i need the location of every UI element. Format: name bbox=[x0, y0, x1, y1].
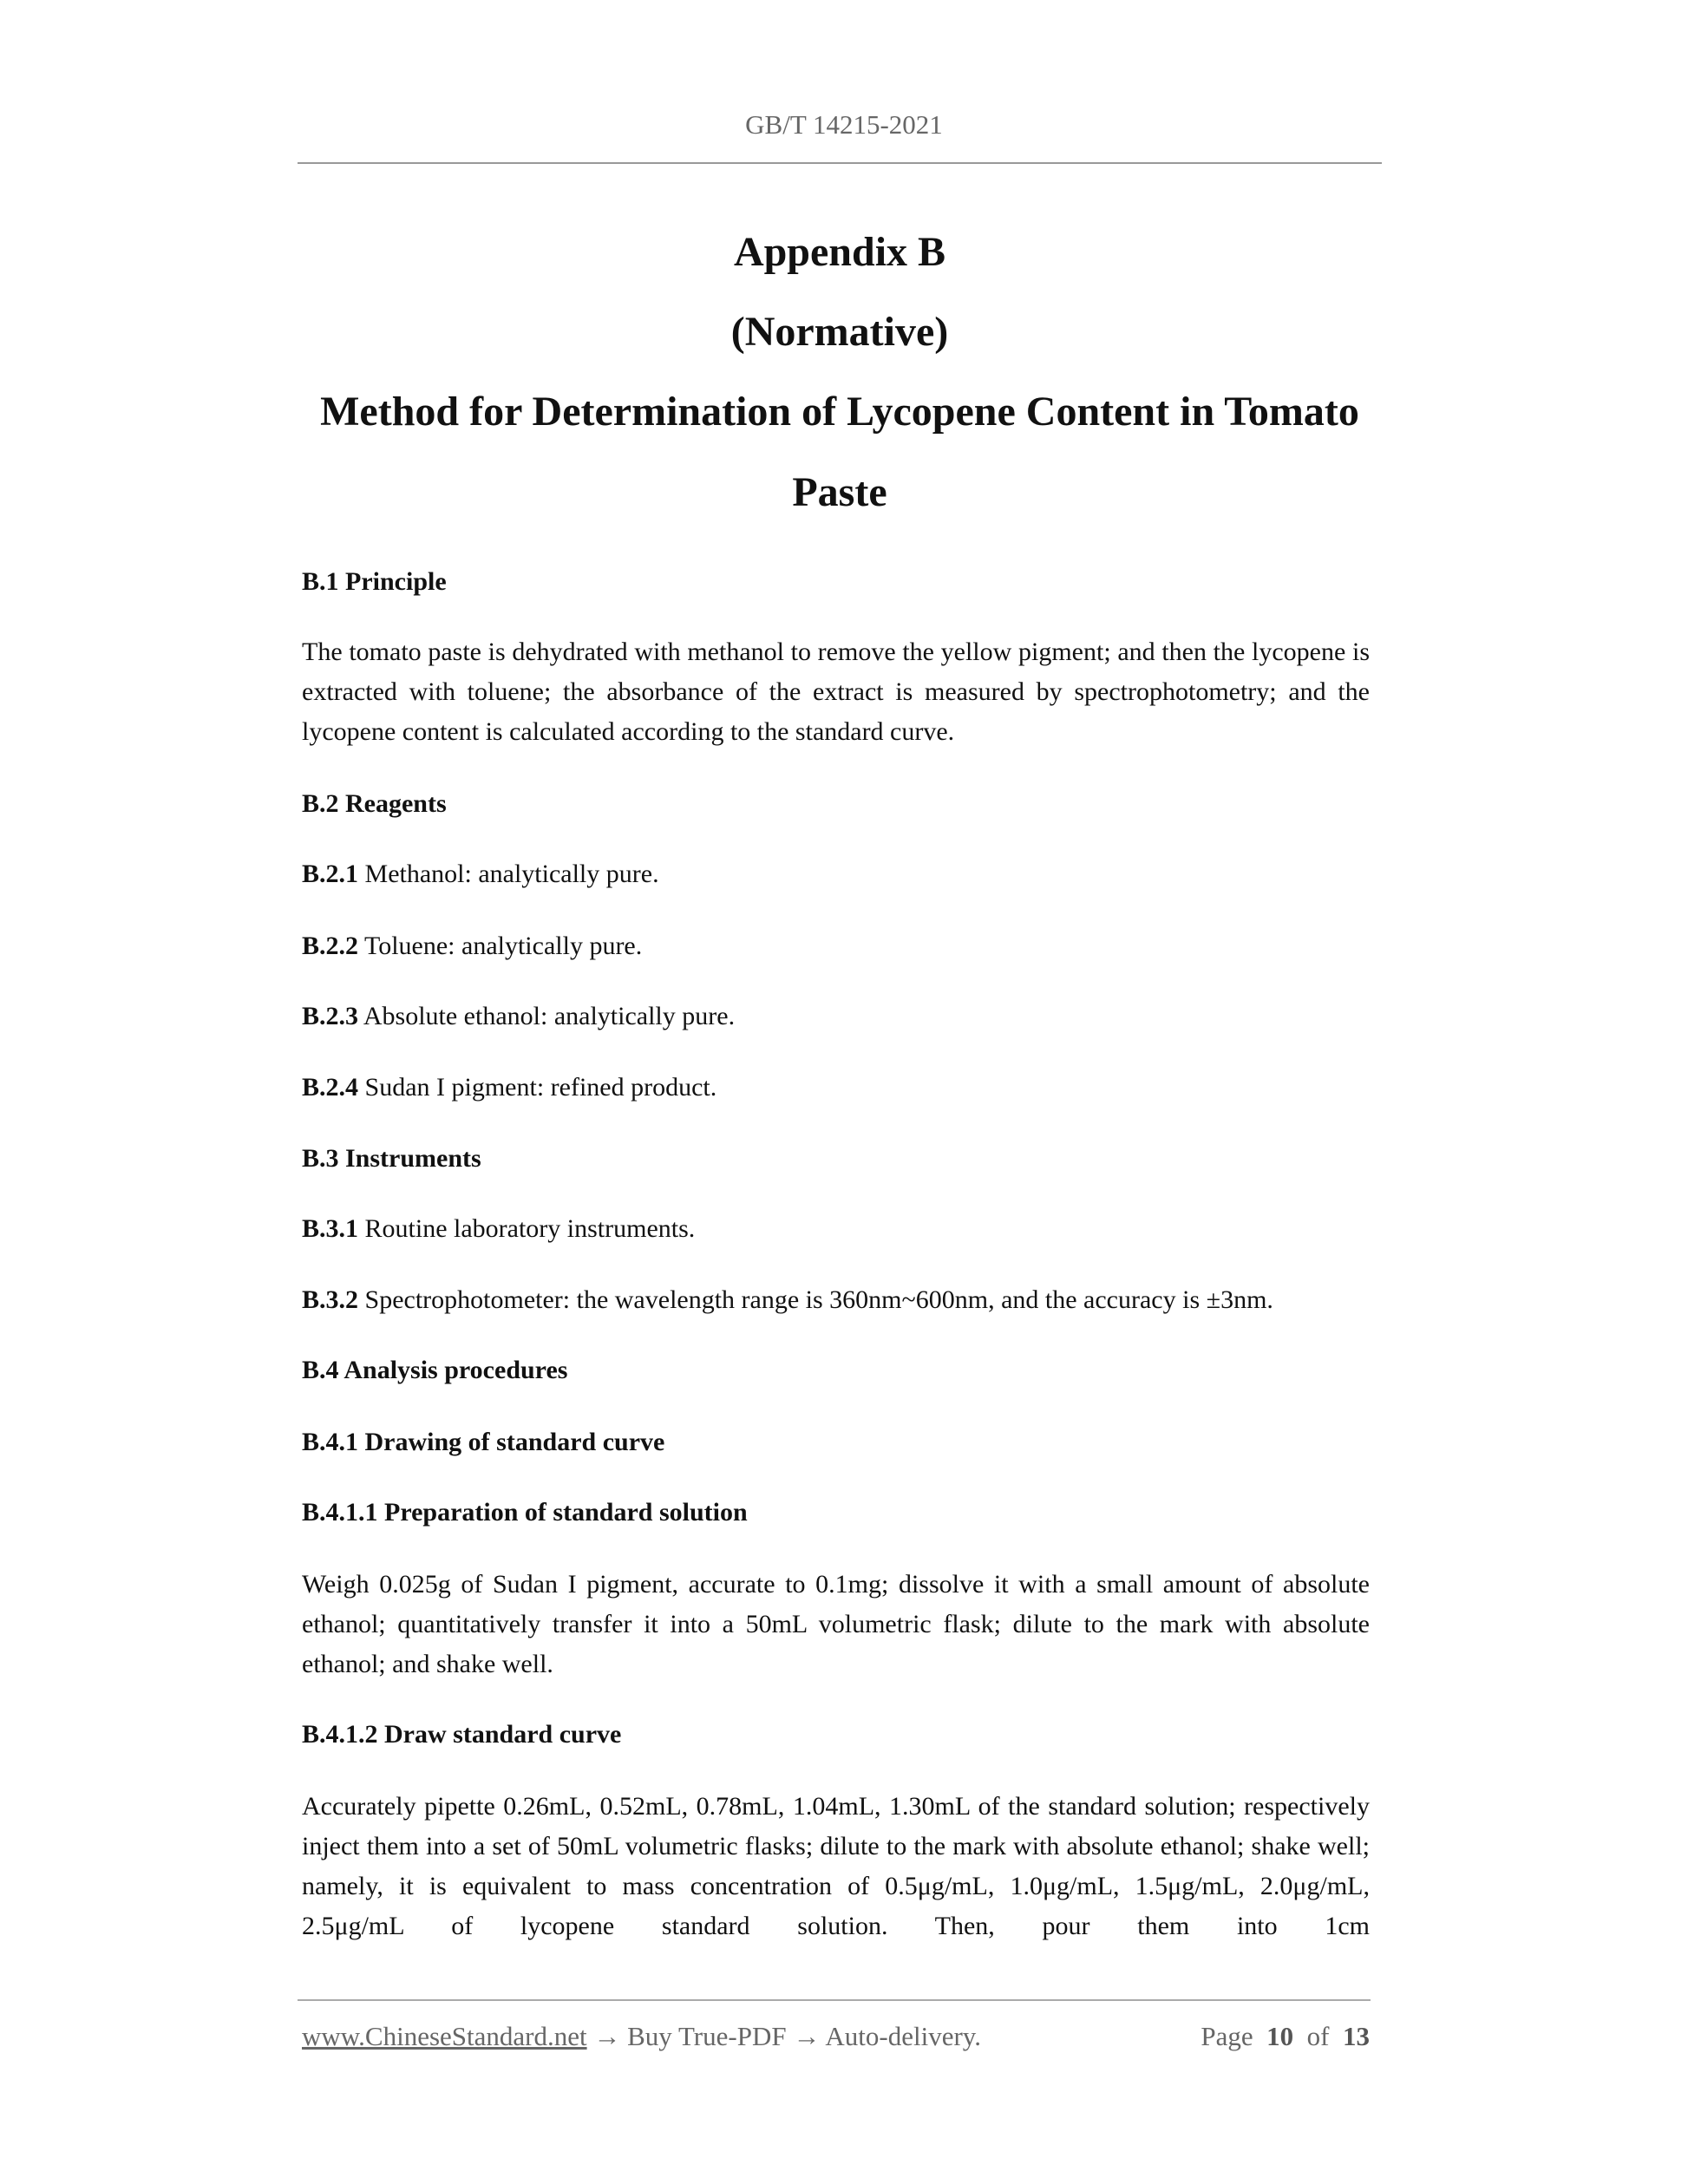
clause-number: B.3.2 bbox=[302, 1285, 359, 1314]
clause-text: Methanol: analytically pure. bbox=[358, 860, 659, 888]
buy-pdf-text: Buy True-PDF bbox=[627, 2021, 787, 2051]
section-heading-b4-1-1: B.4.1.1 Preparation of standard solution bbox=[302, 1498, 748, 1527]
paragraph-principle: The tomato paste is dehydrated with methanol to remove the yellow pigment; and then the lycopene is extracted with toluene; the absorbance of the extract is measured by spectrophotometry; and the lycopene content is calculated according to the standard curve. bbox=[302, 638, 1370, 746]
section-heading-b1: B.1 Principle bbox=[302, 567, 447, 596]
clause-number: B.2.1 bbox=[302, 860, 359, 888]
auto-delivery-text: Auto-delivery. bbox=[825, 2021, 982, 2051]
page-number bbox=[1201, 2021, 1370, 2052]
section-heading-b3: B.3 Instruments bbox=[302, 1144, 481, 1173]
header-divider bbox=[298, 162, 1382, 164]
clause-b2-1 bbox=[302, 854, 1370, 894]
clause-text: Absolute ethanol: analytically pure. bbox=[358, 1002, 736, 1030]
appendix-heading-line2: Paste bbox=[792, 469, 887, 515]
footer-promo bbox=[302, 2021, 981, 2052]
total-pages: 13 bbox=[1343, 2021, 1370, 2051]
paragraph-standard-solution: Weigh 0.025g of Sudan I pigment, accurate to 0.1mg; dissolve it with a small amount of absolute ethanol; quantitatively transfer it into a 50mL volumetric flask; dilute to the mark with absolute ethanol; and shake well. bbox=[302, 1570, 1370, 1678]
clause-b3-1 bbox=[302, 1209, 1370, 1249]
clause-number: B.3.1 bbox=[302, 1214, 359, 1243]
section-heading-b2: B.2 Reagents bbox=[302, 789, 447, 818]
clause-text: Toluene: analytically pure. bbox=[358, 932, 643, 960]
footer-divider bbox=[298, 1999, 1371, 2001]
clause-number: B.2.4 bbox=[302, 1073, 359, 1102]
section-heading-b4: B.4 Analysis procedures bbox=[302, 1356, 568, 1384]
arrow-icon: → bbox=[586, 2021, 628, 2051]
clause-text: Sudan I pigment: refined product. bbox=[358, 1073, 717, 1102]
arrow-icon: → bbox=[786, 2021, 826, 2051]
page-label: Page bbox=[1201, 2021, 1253, 2051]
clause-b2-3 bbox=[302, 997, 1370, 1036]
appendix-type: (Normative) bbox=[730, 309, 949, 355]
section-heading-b4-1-2: B.4.1.2 Draw standard curve bbox=[302, 1720, 622, 1749]
document-id-header: GB/T 14215-2021 bbox=[745, 109, 943, 140]
clause-text: Routine laboratory instruments. bbox=[358, 1214, 696, 1243]
page-footer bbox=[302, 2021, 1370, 2052]
clause-b2-4 bbox=[302, 1068, 1370, 1108]
paragraph-standard-curve: Accurately pipette 0.26mL, 0.52mL, 0.78mL, 1.04mL, 1.30mL of the standard solution; respectively inject them into a set of 50mL volumetric flasks; dilute to the mark with absolute ethanol; shake well; namely, it is equivalent to mass concentration of 0.5μg/mL, 1.0μg/mL, 1.5μg/mL, 2.0μg/mL, 2.5μg/mL of lycopene standard solution. Then, pour them into 1cm bbox=[302, 1792, 1370, 1940]
appendix-title: Appendix B bbox=[733, 229, 946, 275]
of-label: of bbox=[1306, 2021, 1330, 2051]
clause-b2-2 bbox=[302, 926, 1370, 966]
appendix-heading-line1: Method for Determination of Lycopene Content in Tomato bbox=[320, 389, 1359, 435]
clause-number: B.2.3 bbox=[302, 1002, 359, 1030]
section-heading-b4-1: B.4.1 Drawing of standard curve bbox=[302, 1428, 665, 1456]
current-page: 10 bbox=[1266, 2021, 1294, 2051]
clause-b3-2 bbox=[302, 1280, 1370, 1320]
clause-number: B.2.2 bbox=[302, 932, 359, 960]
website-link[interactable]: www.ChineseStandard.net bbox=[302, 2021, 587, 2051]
clause-text: Spectrophotometer: the wavelength range is 360nm~600nm, and the accuracy is ±3nm. bbox=[358, 1285, 1273, 1314]
